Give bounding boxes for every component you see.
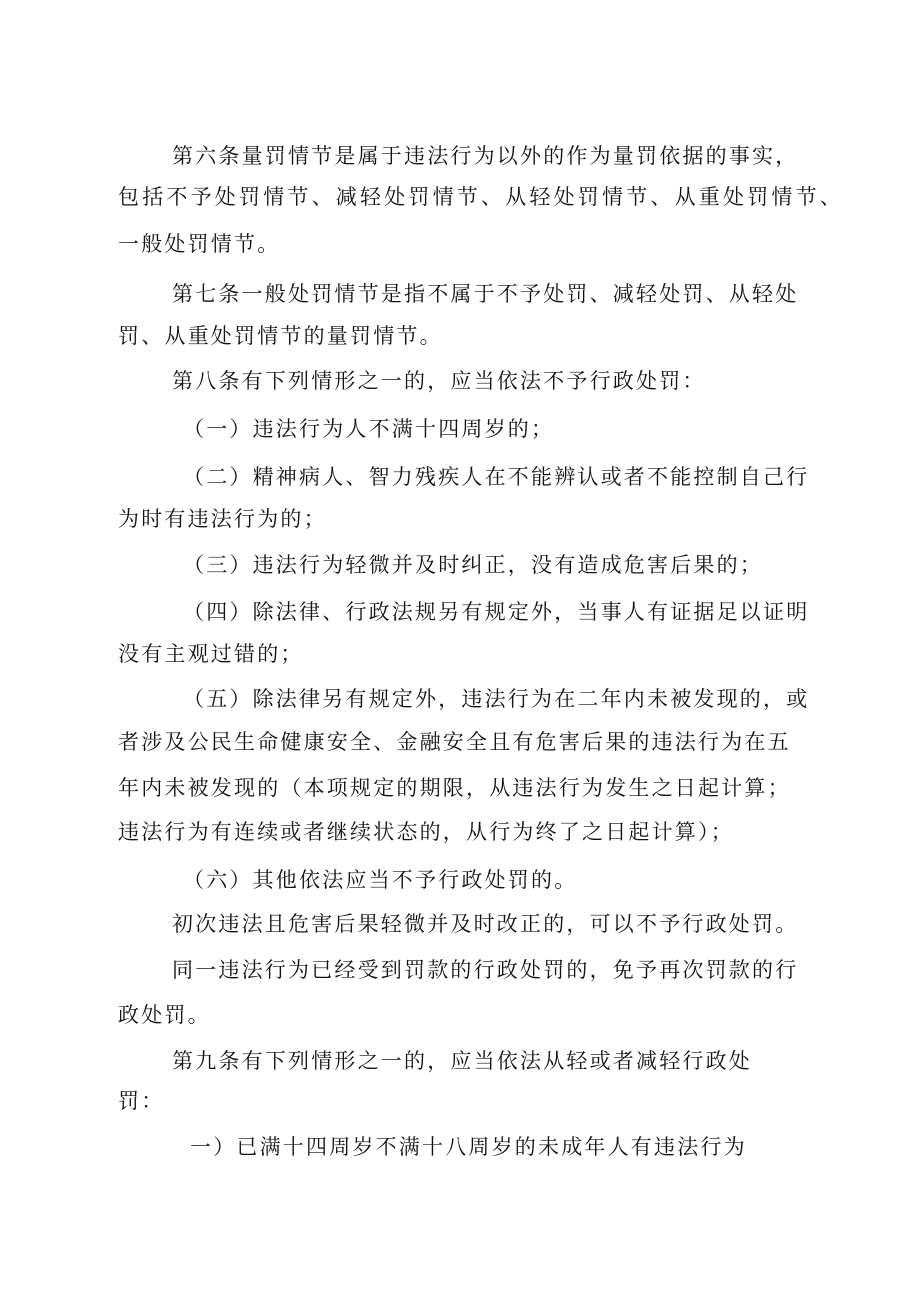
list-item-1: （一）违法行为人不满十四周岁的； [183,417,555,441]
paragraph-line-art6-1: 第六条量罚情节是属于违法行为以外的作为量罚依据的事实， [172,144,799,168]
list-item-5-line-1: （五）除法律另有规定外，违法行为在二年内未被发现的，或 [183,687,810,711]
paragraph-line-art8-1: 第八条有下列情形之一的，应当依法不予行政处罚： [172,369,706,393]
paragraph-line-art7-1: 第七条一般处罚情节是指不属于不予处罚、减轻处罚、从轻处 [172,282,799,306]
paragraph-same-offense-line-2: 政处罚。 [118,1003,211,1027]
paragraph-first-offense: 初次违法且危害后果轻微并及时改正的，可以不予行政处罚。 [172,912,799,936]
list-item-art9-1: 一）已满十四周岁不满十八周岁的未成年人有违法行为 [190,1135,747,1159]
list-item-6: （六）其他依法应当不予行政处罚的。 [183,868,578,892]
list-item-5-line-4: 违法行为有连续或者继续状态的，从行为终了之日起计算）； [118,820,734,844]
list-item-5-line-3: 年内未被发现的（本项规定的期限，从违法行为发生之日起计算； [118,776,791,800]
list-item-2-line-2: 为时有违法行为的； [118,507,327,531]
paragraph-line-art9-1: 第九条有下列情形之一的，应当依法从轻或者减轻行政处 [172,1049,752,1073]
paragraph-line-art6-3: 一般处罚情节。 [118,232,281,256]
list-item-4-line-2: 没有主观过错的； [118,642,304,666]
paragraph-line-art9-2: 罚： [118,1089,165,1113]
list-item-3: （三）违法行为轻微并及时纠正，没有造成危害后果的； [183,553,763,577]
list-item-4-line-1: （四）除法律、行政法规另有规定外，当事人有证据足以证明 [183,600,810,624]
paragraph-same-offense-line-1: 同一违法行为已经受到罚款的行政处罚的，免予再次罚款的行 [172,958,799,982]
paragraph-line-art7-2: 罚、从重处罚情节的量罚情节。 [118,324,443,348]
paragraph-line-art6-2: 包括不予处罚情节、减轻处罚情节、从轻处罚情节、从重处罚情节、 [118,185,844,209]
list-item-5-line-2: 者涉及公民生命健康安全、金融安全且有危害后果的违法行为在五 [118,730,791,754]
list-item-2-line-1: （二）精神病人、智力残疾人在不能辨认或者不能控制自己行 [183,465,810,489]
